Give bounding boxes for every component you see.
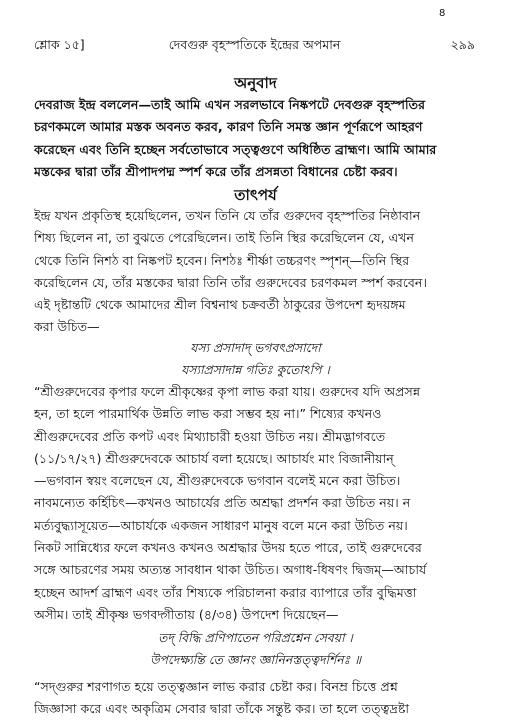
purport-line: শ্রীগুরুদেবের প্রতি কপট এবং মিথ্যাচারী হওয়া উচিত নয়। শ্রীমদ্ভাগবতে [34,428,386,444]
purport-line: মর্ত্যবুদ্ধ্যাসূয়েত—আচার্যকে একজন সাধারণ মানুষ বলে মনে করা উচিত নয়। [34,517,408,533]
purport-line: —ভগবান স্বয়ং বলেছেন যে, শ্রীগুরুদেবকে ভগবান বলেই মনে করা উচিত। [34,473,401,489]
translation-heading: অনুবাদ [234,74,277,92]
verse-line: তদ্ বিদ্ধি প্রণিপাতেন পরিপ্রশ্নেন সেবয়া । [158,631,353,645]
purport-paragraph-1 [34,205,479,339]
purport-line: এই দৃষ্টান্তটি থেকে আমাদের শ্রীল বিশ্বনাথ চক্রবর্তী ঠাকুরের উপদেশ হৃদয়ঙ্গম [34,297,406,313]
purport-paragraph-3 [34,676,479,721]
purport-line: ইন্দ্র যখন প্রকৃতিস্থ হয়েছিলেন, তখন তিনি যে তাঁর গুরুদেব বৃহস্পতির নিষ্ঠাবান [34,208,421,223]
translation-line: দেবরাজ ইন্দ্র বললেন—তাই আমি এখন সরলভাবে নিষ্কপটে দেবগুরু বৃহস্পতির [34,97,426,112]
verse-line: যস্য প্রসাদাদ্ ভগবৎপ্রসাদো [190,341,321,355]
chapter-title: দেবগুরু বৃহস্পতিকে ইন্দ্রের অপমান [168,37,341,52]
verse-reference: শ্লোক ১৫] [34,37,85,52]
verse-line: যস্যাপ্রসাদান্ন গতিঃ কুতোঽপি । [181,363,330,377]
purport-line: সঙ্গে আচরণের সময় অত্যন্ত সাবধান থাকা উচিত। অগাধ-ধিষণং দ্বিজম্—আচার্য [34,562,427,578]
purport-line: নাবমন্যেত কর্হিচিৎ—কখনও আচার্যের প্রতি অশ্রদ্ধা প্রদর্শন করা উচিত নয়। ন [34,495,411,511]
translation-line: মস্তকের দ্বারা তাঁর শ্রীপাদপদ্ম স্পর্শ করে তাঁর প্রসন্নতা বিধানের চেষ্টা করব। [34,163,398,179]
running-header [34,37,475,57]
purport-paragraph-2 [34,381,479,626]
page-top-mark: 8 [439,8,446,19]
purport-line: হন, তা হলে পারমার্থিক উন্নতি লাভ করা সম্ভব হয় না।” শিষ্যের কখনও [34,406,382,422]
purport-line: (১১/১৭/২৭) শ্রীগুরুদেবকে আচার্য বলা হয়েছে। আচার্যং মাং বিজানীয়ান্ [34,450,394,466]
page-number: ২৯৯ [450,37,475,52]
translation-line: চরণকমলে আমার মস্তক অবনত করব, কারণ তিনি সমস্ত জ্ঞান পূর্ণরূপে আহরণ [34,119,423,135]
purport-line: করা উচিত— [34,319,100,335]
purport-line: জিজ্ঞাসা করে এবং অকৃত্রিম সেবার দ্বারা তাঁকে সন্তুষ্ট কর। তা হলে তত্ত্বদ্রষ্টা [34,701,410,717]
purport-line: হচ্ছেন আদর্শ ব্রাহ্মণ এবং তাঁর শিষ্যকে পরিচালনা করার ব্যাপারে তাঁর বুদ্ধিমত্তা [34,584,417,600]
purport-line: অসীম। তাই শ্রীকৃষ্ণ ভগবদ্গীতায় (৪/৩৪) উপদেশ দিয়েছেন— [34,606,339,622]
purport-line: নিকট সান্নিধ্যের ফলে কখনও কখনও অশ্রদ্ধার উদয় হতে পারে, তাই গুরুদেবের [34,540,422,556]
purport-line: থেকে তিনি নিশঠ বা নিষ্কপট হবেন। নিশঠঃ শীর্ষ্ণা তচ্চরণং স্পৃশন্—তিনি স্থির [34,252,410,268]
verse-line: উপদেক্ষ্যন্তি তে জ্ঞানং জ্ঞানিনস্তত্ত্বদর্শিনঃ ॥ [149,653,362,667]
sanskrit-verse-2 [0,627,511,671]
purport-line: শিষ্য ছিলেন না, তা বুঝতে পেরেছিলেন। তাই তিনি স্থির করেছিলেন যে, এখন [34,230,414,246]
sanskrit-verse-1 [0,337,511,381]
purport-line: “সদ্গুরুর শরণাগত হয়ে তত্ত্বজ্ঞান লাভ করার চেষ্টা কর। বিনম্র চিত্তে প্রশ্ন [34,679,398,694]
purport-line: “শ্রীগুরুদেবের কৃপার ফলে শ্রীকৃষ্ণের কৃপা লাভ করা যায়। গুরুদেব যদি অপ্রসন্ন [34,384,421,399]
translation-line: করেছেন এবং তিনি হচ্ছেন সর্বতোভাবে সত্ত্বগুণে অধিষ্ঠিত ব্রাহ্মণ। আমি আমার [34,141,437,157]
purport-line: করেছিলেন যে, তাঁর মস্তকের দ্বারা তিনি তাঁর গুরুদেবের চরণকমল স্পর্শ করবেন। [34,274,427,290]
translation-text [34,94,479,183]
purport-heading: তাৎপর্য [234,186,277,204]
